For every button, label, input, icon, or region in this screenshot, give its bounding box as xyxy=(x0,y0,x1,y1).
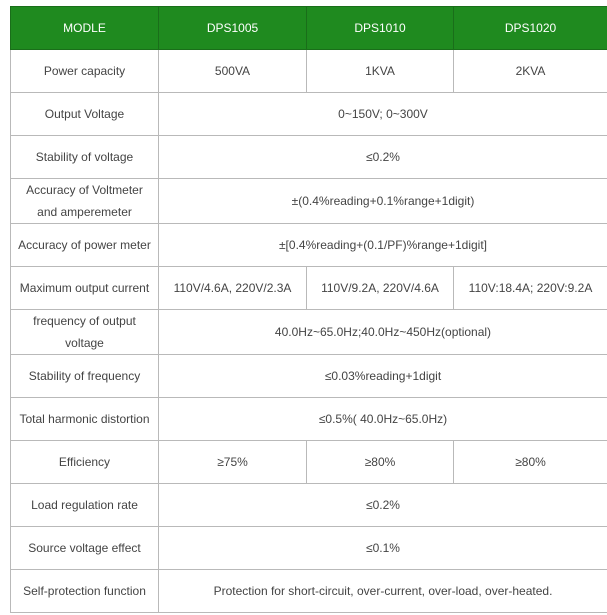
header-cell-dps1020: DPS1020 xyxy=(454,7,607,50)
merged-cell: ≤0.2% xyxy=(159,484,607,527)
table-row xyxy=(11,136,607,179)
table-cell: 110V:18.4A; 220V:9.2A xyxy=(454,267,607,310)
row-label: Stability of frequency xyxy=(11,355,159,398)
merged-cell: ≤0.1% xyxy=(159,527,607,570)
spec-table xyxy=(10,6,607,613)
table-row xyxy=(11,398,607,441)
merged-cell: ±[0.4%reading+(0.1/PF)%range+1digit] xyxy=(159,224,607,267)
table-row xyxy=(11,527,607,570)
table-cell: ≥80% xyxy=(454,441,607,484)
table-row xyxy=(11,441,607,484)
table-cell: 110V/9.2A, 220V/4.6A xyxy=(307,267,454,310)
table-row xyxy=(11,570,607,613)
table-cell: 500VA xyxy=(159,50,307,93)
table-cell: 2KVA xyxy=(454,50,607,93)
table-cell: ≥75% xyxy=(159,441,307,484)
row-label: Maximum output current xyxy=(11,267,159,310)
table-row xyxy=(11,355,607,398)
table-row xyxy=(11,484,607,527)
table-row xyxy=(11,224,607,267)
row-label: Efficiency xyxy=(11,441,159,484)
merged-cell: ≤0.2% xyxy=(159,136,607,179)
row-label: frequency of output voltage xyxy=(11,310,159,355)
row-label: Output Voltage xyxy=(11,93,159,136)
table-row xyxy=(11,93,607,136)
table-cell: ≥80% xyxy=(307,441,454,484)
table-header-row xyxy=(11,7,607,50)
merged-cell: Protection for short-circuit, over-current, over-load, over-heated. xyxy=(159,570,607,613)
header-cell-dps1005: DPS1005 xyxy=(159,7,307,50)
row-label: Source voltage effect xyxy=(11,527,159,570)
row-label: Self-protection function xyxy=(11,570,159,613)
row-label: Load regulation rate xyxy=(11,484,159,527)
table-row xyxy=(11,310,607,355)
row-label: Accuracy of power meter xyxy=(11,224,159,267)
table-row xyxy=(11,179,607,224)
table-row xyxy=(11,267,607,310)
row-label: Power capacity xyxy=(11,50,159,93)
header-cell-dps1010: DPS1010 xyxy=(307,7,454,50)
merged-cell: ≤0.5%( 40.0Hz~65.0Hz) xyxy=(159,398,607,441)
table-cell: 110V/4.6A, 220V/2.3A xyxy=(159,267,307,310)
row-label: Stability of voltage xyxy=(11,136,159,179)
merged-cell: 40.0Hz~65.0Hz;40.0Hz~450Hz(optional) xyxy=(159,310,607,355)
table-row xyxy=(11,50,607,93)
merged-cell: ≤0.03%reading+1digit xyxy=(159,355,607,398)
header-cell-model: MODLE xyxy=(11,7,159,50)
row-label: Total harmonic distortion xyxy=(11,398,159,441)
row-label: Accuracy of Voltmeter and amperemeter xyxy=(11,179,159,224)
merged-cell: ±(0.4%reading+0.1%range+1digit) xyxy=(159,179,607,224)
merged-cell: 0~150V; 0~300V xyxy=(159,93,607,136)
table-cell: 1KVA xyxy=(307,50,454,93)
